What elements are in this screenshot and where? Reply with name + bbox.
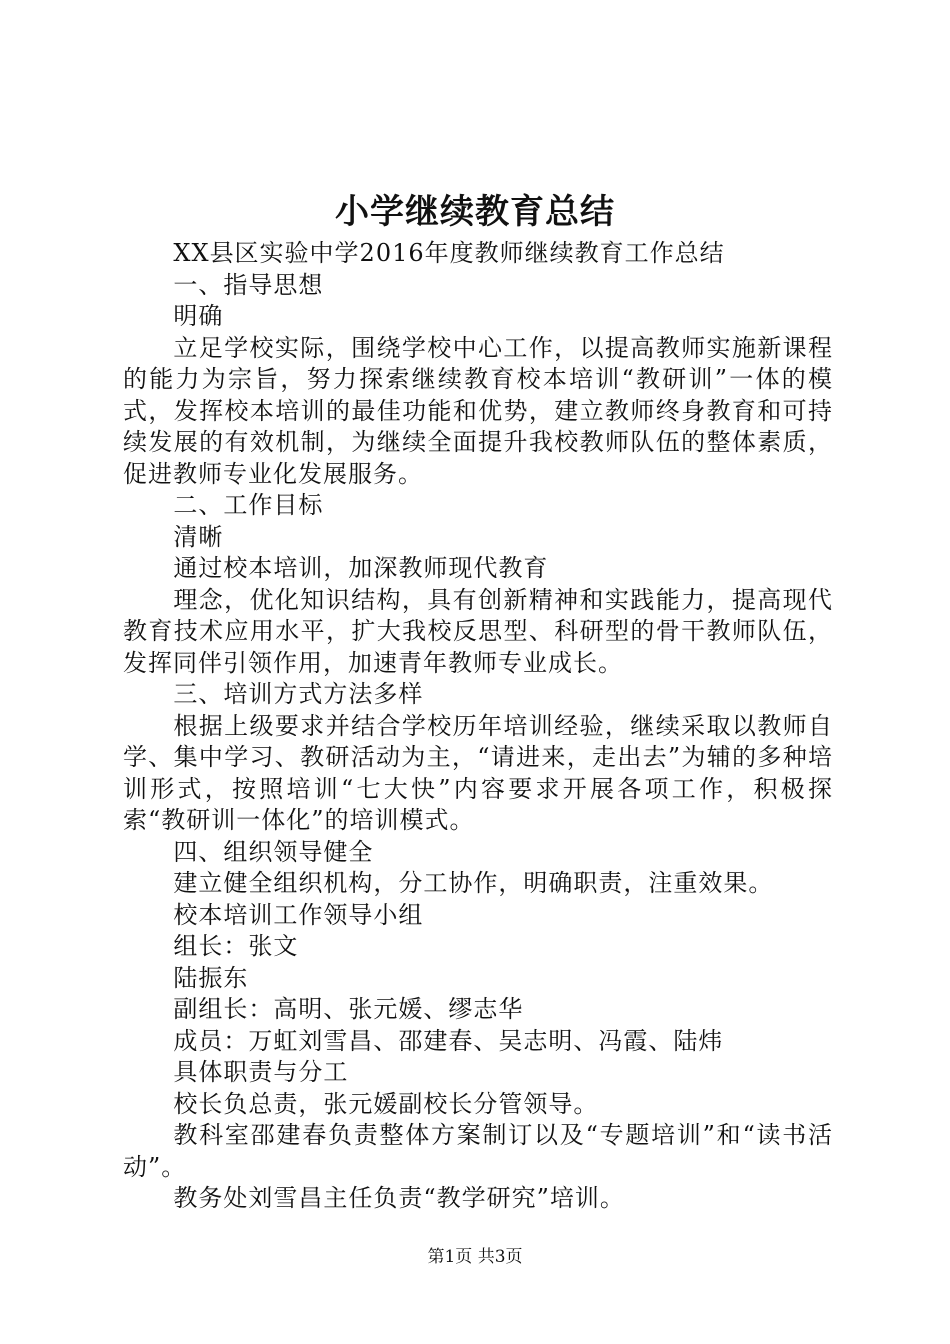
paragraph: 校本培训工作领导小组 xyxy=(173,900,424,929)
section-heading: 四、组织领导健全 xyxy=(173,837,374,866)
paragraph: XX县区实验中学2016年度教师继续教育工作总结 xyxy=(173,239,725,267)
paragraph: 立足学校实际，围绕学校中心工作，以提高教师实施新课程的能力为宗旨，努力探索继续教育校本培训“教研训”一体的模式，发挥校本培训的最佳功能和优势，建立教师终身教育和可持续发展的有效机制，为继续全面提升我校教师队伍的整体素质，促进教师专业化发展服务。 xyxy=(123,333,833,488)
document-body xyxy=(123,238,833,1215)
document-title: 小学继续教育总结 xyxy=(335,192,615,232)
paragraph: 明确 xyxy=(173,302,224,330)
paragraph: 理念，优化知识结构，具有创新精神和实践能力，提高现代教育技术应用水平，扩大我校反思型、科研型的骨干教师队伍，发挥同伴引领作用，加速青年教师专业成长。 xyxy=(123,585,833,677)
section-heading: 一、指导思想 xyxy=(173,270,324,299)
section-heading: 二、工作目标 xyxy=(173,491,324,519)
paragraph: 通过校本培训，加深教师现代教育 xyxy=(173,554,549,582)
paragraph: 组长：张文 xyxy=(173,932,299,960)
paragraph: 陆振东 xyxy=(173,963,249,992)
page-footer: 第1页 共3页 xyxy=(427,1247,523,1267)
paragraph: 清晰 xyxy=(173,522,224,551)
paragraph: 根据上级要求并结合学校历年培训经验，继续采取以教师自学、集中学习、教研活动为主，“请进来，走出去”为辅的多种培训形式，按照培训“七大快”内容要求开展各项工作，积极探索“教研训一体化”的培训模式。 xyxy=(123,711,833,834)
paragraph: 教科室邵建春负责整体方案制订以及“专题培训”和“读书活动”。 xyxy=(123,1121,833,1181)
paragraph: 副组长：高明、张元媛、缪志华 xyxy=(173,995,524,1023)
paragraph: 具体职责与分工 xyxy=(173,1058,349,1086)
section-heading: 三、培训方式方法多样 xyxy=(173,680,424,708)
paragraph: 教务处刘雪昌主任负责“教学研究”培训。 xyxy=(173,1184,625,1212)
paragraph: 建立健全组织机构，分工协作，明确职责，注重效果。 xyxy=(173,869,774,897)
paragraph: 校长负总责，张元媛副校长分管领导。 xyxy=(173,1089,599,1118)
paragraph: 成员：万虹刘雪昌、邵建春、吴志明、冯霞、陆炜 xyxy=(173,1026,724,1055)
